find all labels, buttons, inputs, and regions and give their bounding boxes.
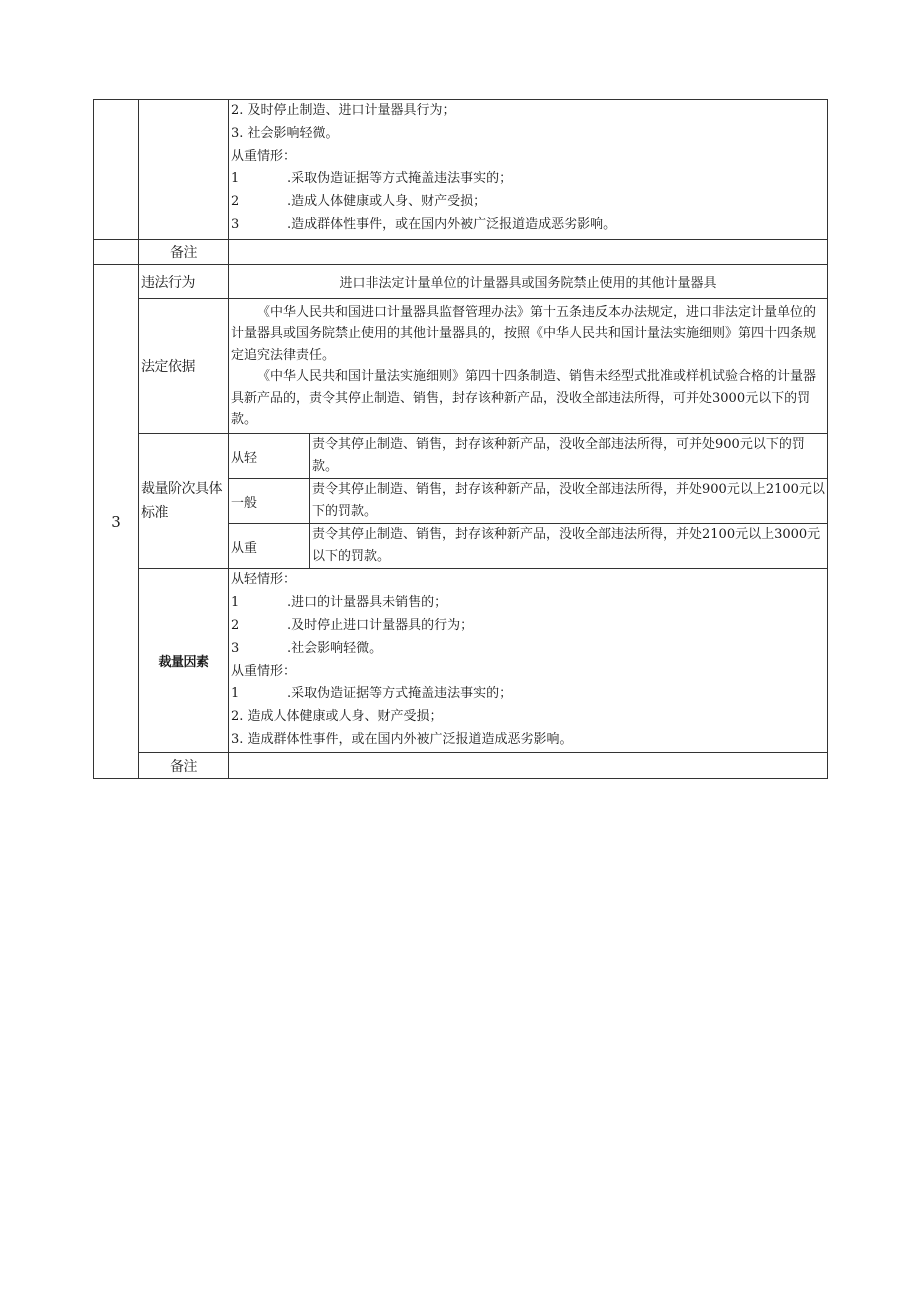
standard-level-normal: 一般 bbox=[229, 479, 310, 524]
top-label-cell bbox=[139, 100, 229, 240]
factors-heavy-item-2: 2. 造成人体健康或人身、财产受损； bbox=[231, 709, 443, 725]
top-item-3: 3 .造成群体性事件，或在国内外被广泛报道造成恶劣影响。 bbox=[231, 216, 617, 232]
remark-value bbox=[229, 753, 828, 779]
factors-label: 裁量因素 bbox=[139, 569, 229, 753]
basis-label: 法定依据 bbox=[139, 299, 229, 434]
top-number-cell bbox=[94, 100, 139, 240]
standard-text-heavy: 责令其停止制造、销售，封存该种新产品，没收全部违法所得，并处2100元以上3000元以下的罚款。 bbox=[310, 524, 828, 569]
top-line-1: 2. 及时停止制造、进口计量器具行为； bbox=[231, 103, 456, 118]
basis-cell bbox=[229, 299, 828, 434]
top-factors-cell bbox=[229, 100, 828, 240]
violation-label: 违法行为 bbox=[139, 265, 229, 299]
standard-level-heavy: 从重 bbox=[229, 524, 310, 569]
violation-row bbox=[94, 265, 828, 299]
factors-light-item-2: 2 .及时停止进口计量器具的行为； bbox=[231, 617, 474, 633]
penalty-standards-table bbox=[93, 99, 828, 779]
top-line-2: 3. 社会影响轻微。 bbox=[231, 125, 339, 141]
top-line-3: 从重情形： bbox=[231, 148, 297, 164]
basis-paragraph-1: 《中华人民共和国进口计量器具监督管理办法》第十五条违反本办法规定，进口非法定计量单位的计量器具或国务院禁止使用的其他计量器具的，按照《中华人民共和国计量法实施细则》第四十四条规定追究法律责任。 bbox=[231, 304, 817, 363]
factors-cell bbox=[229, 569, 828, 753]
top-remark-number-cell bbox=[94, 240, 139, 265]
standard-label: 裁量阶次具体标准 bbox=[139, 434, 229, 569]
basis-paragraph-2: 《中华人民共和国计量法实施细则》第四十四条制造、销售未经型式批准或样机试验合格的计量器具新产品的，责令其停止制造、销售，封存该种新产品，没收全部违法所得，可并处3000元以下的罚款。 bbox=[231, 369, 817, 427]
top-remark-label: 备注 bbox=[139, 240, 229, 265]
factors-light-title: 从轻情形： bbox=[231, 572, 297, 588]
factors-light-item-3: 3 .社会影响轻微。 bbox=[231, 640, 383, 656]
top-factors-row bbox=[94, 100, 828, 240]
remark-row bbox=[94, 753, 828, 779]
top-remark-value bbox=[229, 240, 828, 265]
factors-light-item-1: 1 .进口的计量器具未销售的； bbox=[231, 595, 448, 611]
top-remark-row bbox=[94, 240, 828, 265]
top-item-1: 1 .采取伪造证据等方式掩盖违法事实的； bbox=[231, 171, 513, 187]
violation-text: 进口非法定计量单位的计量器具或国务院禁止使用的其他计量器具 bbox=[229, 265, 828, 299]
basis-row bbox=[94, 299, 828, 434]
standard-row-light bbox=[94, 434, 828, 479]
remark-label: 备注 bbox=[139, 753, 229, 779]
factors-heavy-item-1: 1 .采取伪造证据等方式掩盖违法事实的； bbox=[231, 686, 513, 702]
factors-row bbox=[94, 569, 828, 753]
factors-heavy-item-3: 3. 造成群体性事件，或在国内外被广泛报道造成恶劣影响。 bbox=[231, 731, 573, 747]
section-number: 3 bbox=[94, 265, 139, 779]
factors-heavy-title: 从重情形： bbox=[231, 663, 297, 679]
standard-level-light: 从轻 bbox=[229, 434, 310, 479]
standard-text-light: 责令其停止制造、销售，封存该种新产品，没收全部违法所得，可并处900元以下的罚款。 bbox=[310, 434, 828, 479]
top-item-2: 2 .造成人体健康或人身、财产受损； bbox=[231, 194, 487, 210]
standard-text-normal: 责令其停止制造、销售，封存该种新产品，没收全部违法所得，并处900元以上2100元以下的罚款。 bbox=[310, 479, 828, 524]
